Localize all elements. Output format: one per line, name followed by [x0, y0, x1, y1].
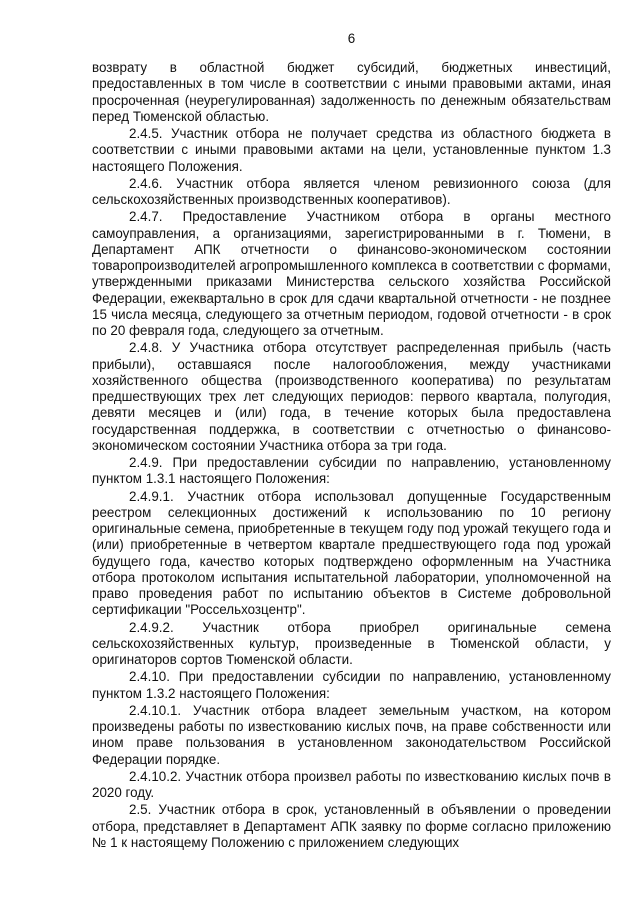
- paragraph-2-4-10: 2.4.10. При предоставлении субсидии по направлению, установленному пунктом 1.3.2 настоящего Положения:: [92, 669, 611, 701]
- paragraph-2-5: 2.5. Участник отбора в срок, установленный в объявлении о проведении отбора, представляет в Департамент АПК заявку по форме согласно приложению № 1 к настоящему Положению с приложением следующих: [92, 802, 611, 850]
- paragraph-2-4-9-2: 2.4.9.2. Участник отбора приобрел оригинальные семена сельскохозяйственных культур, произведенные в Тюменской области, у оригинаторов сортов Тюменской области.: [92, 619, 611, 667]
- paragraph-2-4-5: 2.4.5. Участник отбора не получает средства из областного бюджета в соответствии с иными правовыми актами на цели, установленные пунктом 1.3 настоящего Положения.: [92, 126, 611, 174]
- paragraph-2-4-10-1: 2.4.10.1. Участник отбора владеет земельным участком, на котором произведены работы по известкованию кислых почв, на праве собственности или ином праве пользования в установленном законодательством Российской Федерации порядке.: [92, 702, 611, 767]
- paragraph-2-4-8: 2.4.8. У Участника отбора отсутствует распределенная прибыль (часть прибыли), оставшаяся после налогообложения, между участниками хозяйственного общества (производственного кооператива) по результатам предшествующих трех лет следующих периодов: первого квартала, полугодия, девяти месяцев и (или) года, в течение которых была предоставлена государственная поддержка, в соответствии с отчетностью о финансово-экономическом состоянии Участника отбора за три года.: [92, 340, 611, 453]
- page-number: 6: [347, 31, 356, 46]
- paragraph-2-4-9-1: 2.4.9.1. Участник отбора использовал допущенные Государственным реестром селекционных достижений к использованию по 10 региону оригинальные семена, приобретенные в текущем году под урожай текущего года и (или) приобретенные в четвертом квартале предшествующего года под урожай будущего года, качество которых подтверждено оформленным на Участника отбора протоколом испытания испытательной лаборатории, уполномоченной на право проведения работ по испытанию объектов в Системе добровольной сертификации "Россельхозцентр".: [92, 488, 611, 618]
- paragraph-2-4-10-2: 2.4.10.2. Участник отбора произвел работы по известкованию кислых почв в 2020 году.: [92, 768, 611, 800]
- paragraph-2-4-6: 2.4.6. Участник отбора является членом ревизионного союза (для сельскохозяйственных производственных кооперативов).: [92, 175, 611, 207]
- paragraph-continued: возврату в областной бюджет субсидий, бюджетных инвестиций, предоставленных в том числе в соответствии с иными правовыми актами, иная просроченная (неурегулированная) задолженность по денежным обязательствам перед Тюменской областью.: [92, 60, 611, 124]
- paragraph-2-4-7: 2.4.7. Предоставление Участником отбора в органы местного самоуправления, а организациями, зарегистрированными в г. Тюмени, в Департамент АПК отчетности о финансово-экономическом состоянии товаропроизводителей агропромышленного комплекса в соответствии с формами, утвержденными приказами Министерства сельского хозяйства Российской Федерации, ежеквартально в срок для сдачи квартальной отчетности - не позднее 15 числа месяца, следующего за отчетным периодом, годовой отчетности - в срок по 20 февраля года, следующего за отчетным.: [92, 209, 611, 338]
- paragraph-2-4-9: 2.4.9. При предоставлении субсидии по направлению, установленному пунктом 1.3.1 настоящего Положения:: [92, 455, 611, 487]
